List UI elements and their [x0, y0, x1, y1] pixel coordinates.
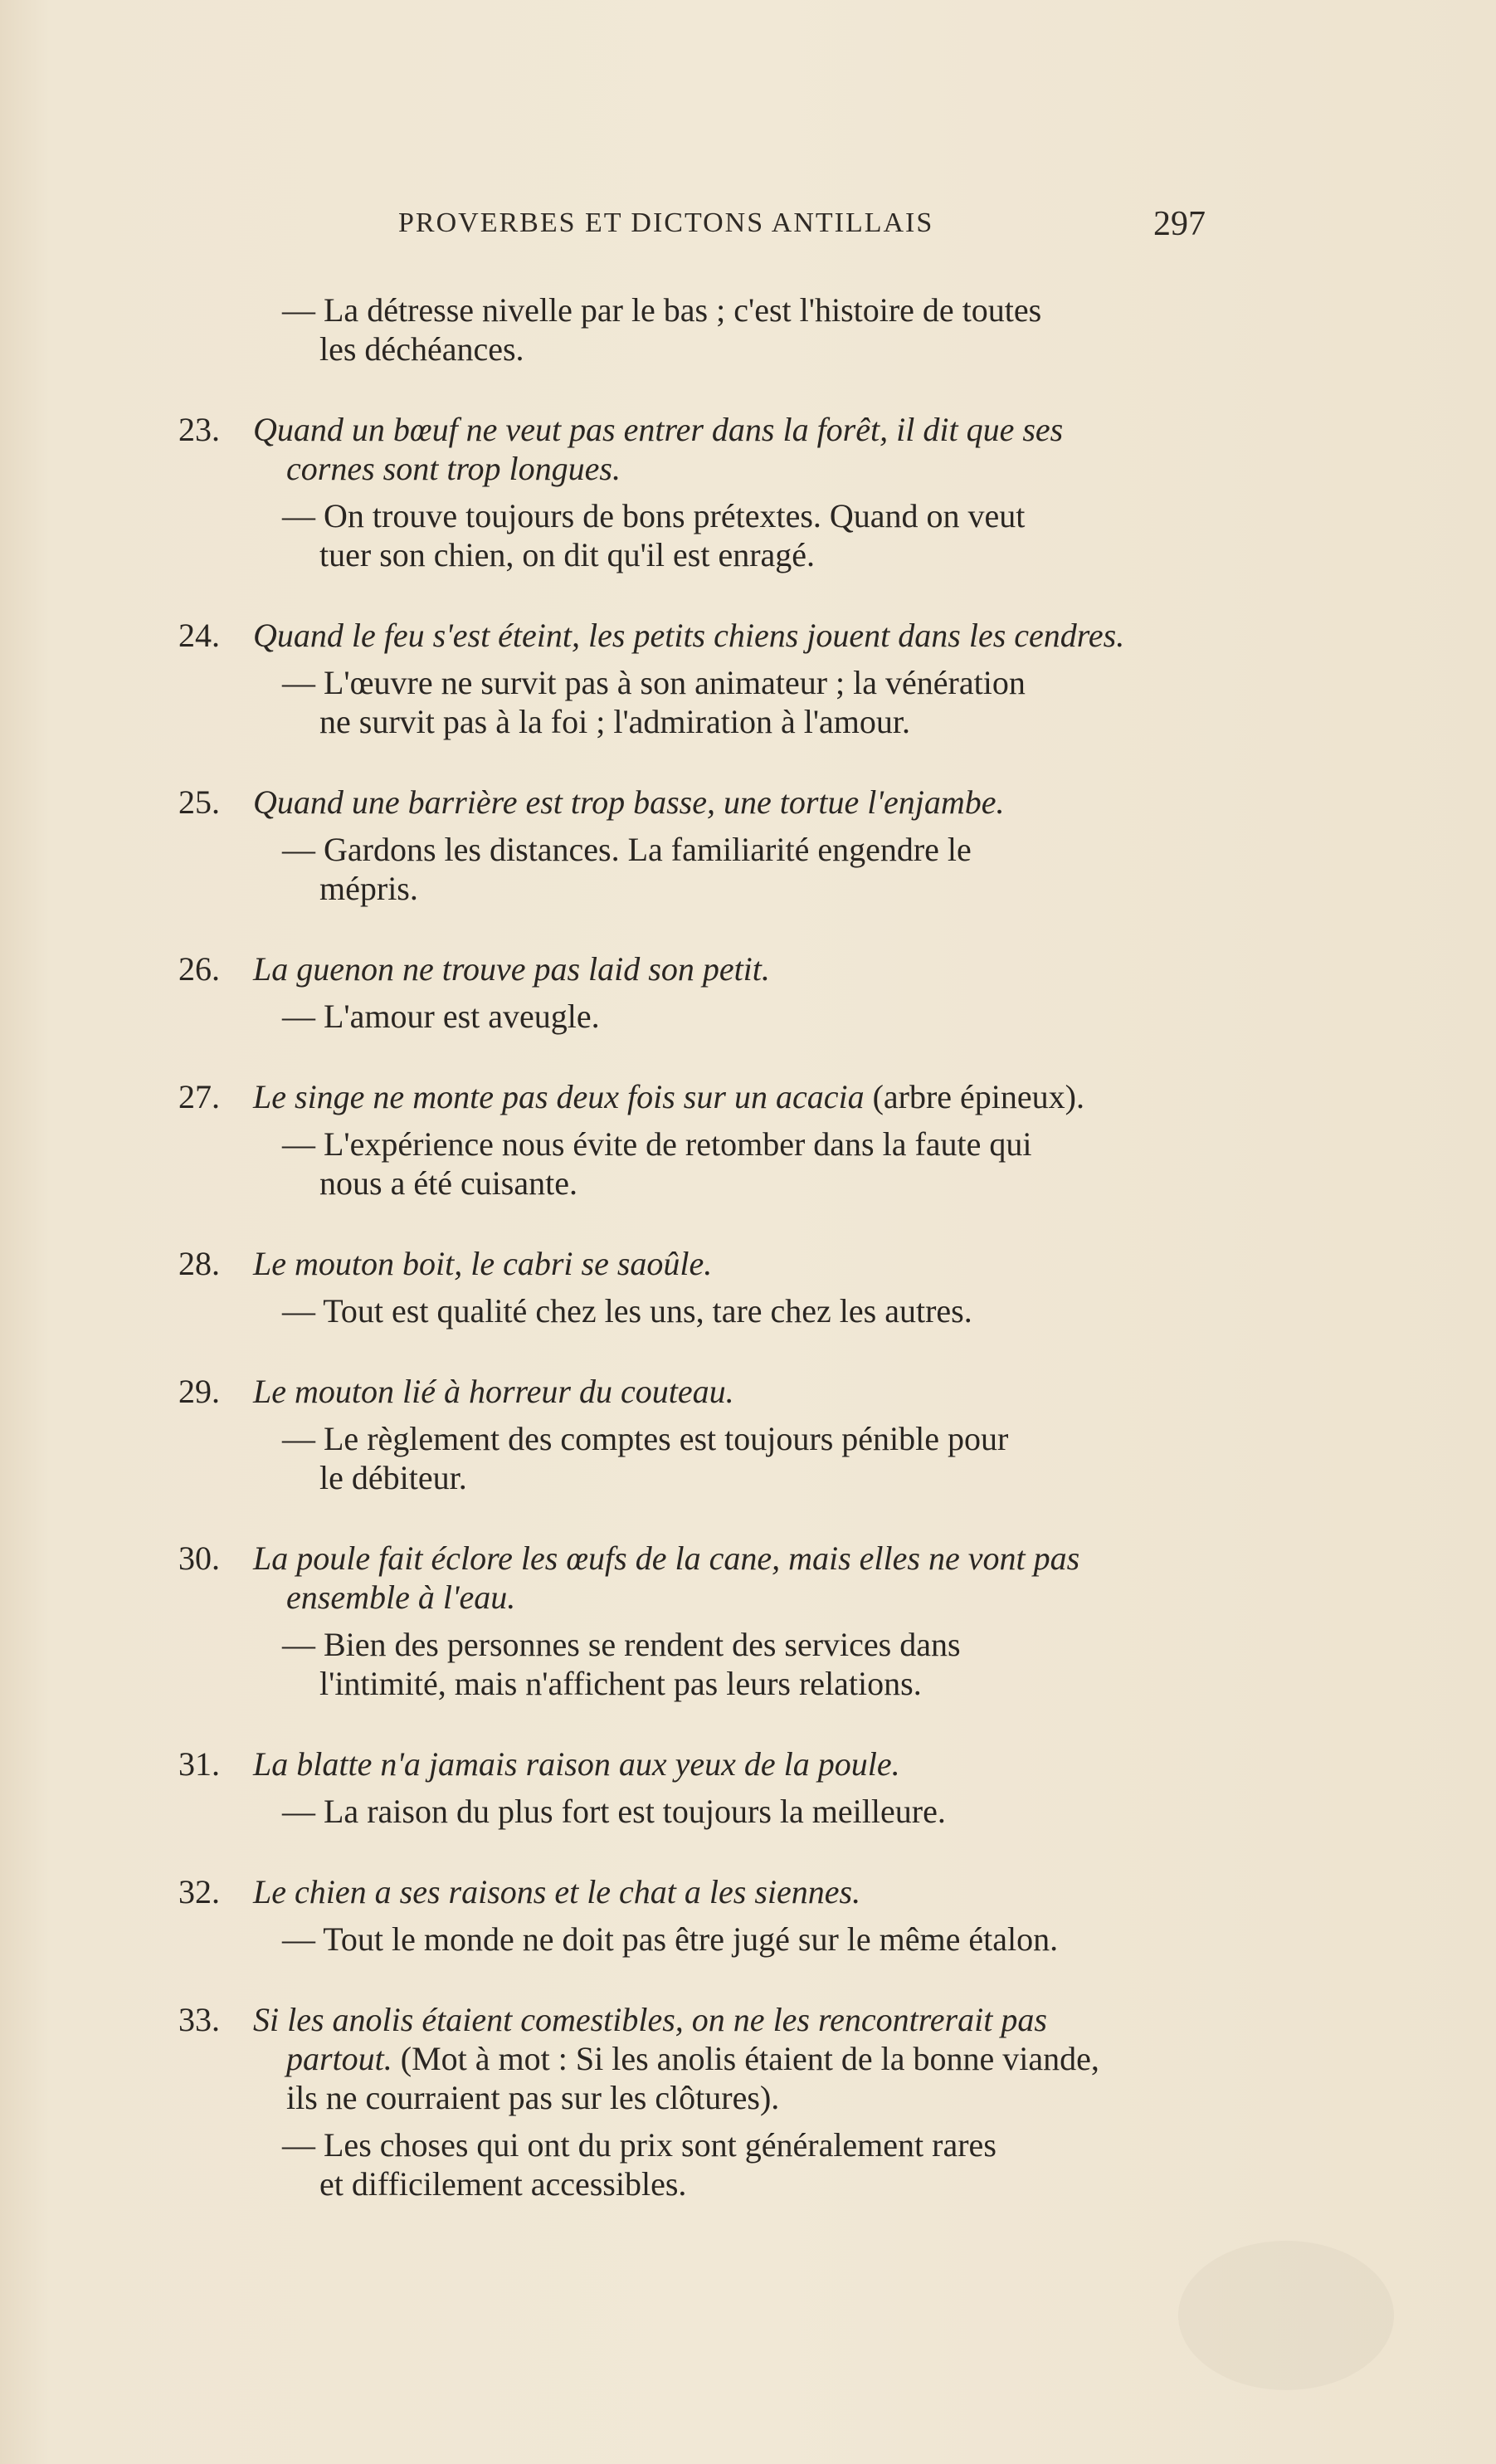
entry-number: 30. [178, 1539, 220, 1577]
proverb-text [253, 1077, 1232, 1116]
proverb-note: (Mot à mot : Si les anolis étaient de la bonne viande, [392, 2040, 1099, 2077]
gloss-line: — Le règlement des comptes est toujours pénible pour [282, 1420, 1009, 1457]
proverb-text [253, 1539, 1232, 1617]
entry-number: 32. [178, 1873, 220, 1910]
proverb-line: La guenon ne trouve pas laid son petit. [253, 950, 770, 988]
gloss-line: — Bien des personnes se rendent des services dans [282, 1626, 961, 1663]
proverb-line: La blatte n'a jamais raison aux yeux de la poule. [253, 1745, 900, 1783]
gloss [282, 1792, 1232, 1831]
gloss-line: nous a été cuisante. [319, 1164, 577, 1202]
proverb-line: Quand une barrière est trop basse, une tortue l'enjambe. [253, 783, 1005, 821]
gloss-line: l'intimité, mais n'affichent pas leurs relations. [319, 1665, 922, 1702]
gloss [282, 997, 1232, 1036]
proverb-text [253, 2000, 1232, 2117]
proverb-line: Le singe ne monte pas deux fois sur un acacia [253, 1078, 865, 1115]
entry-number: 28. [178, 1245, 220, 1282]
proverb-entry [178, 1372, 1232, 1497]
proverb-note: (arbre épineux). [864, 1078, 1084, 1115]
proverb-line: Si les anolis étaient comestibles, on ne les rencontrerait pas [253, 2001, 1047, 2038]
paper-stain [1178, 2241, 1394, 2390]
gloss [282, 1625, 1232, 1703]
gloss-line: tuer son chien, on dit qu'il est enragé. [319, 536, 816, 573]
entry-number: 27. [178, 1078, 220, 1115]
gloss-line: — Gardons les distances. La familiarité engendre le [282, 831, 972, 868]
proverb-entry [178, 616, 1232, 741]
gloss [282, 496, 1232, 574]
entry-number: 26. [178, 950, 220, 988]
proverb-line: Quand le feu s'est éteint, les petits chiens jouent dans les cendres. [253, 617, 1125, 654]
proverb-line: La poule fait éclore les œufs de la cane, mais elles ne vont pas [253, 1539, 1080, 1577]
proverb-text [253, 1372, 1232, 1411]
gloss-line: — On trouve toujours de bons prétextes. Quand on veut [282, 497, 1026, 534]
gloss-line: — Tout est qualité chez les uns, tare chez les autres. [282, 1292, 972, 1330]
running-title: PROVERBES ET DICTONS ANTILLAIS [398, 207, 934, 238]
proverb-line: Quand un bœuf ne veut pas entrer dans la forêt, il dit que ses [253, 411, 1064, 448]
proverb-entry [178, 410, 1232, 574]
proverb-entry [178, 949, 1232, 1036]
gloss [282, 1125, 1232, 1203]
gloss-line: — La raison du plus fort est toujours la meilleure. [282, 1793, 946, 1830]
proverb-text [253, 1872, 1232, 1911]
gloss-line: — L'amour est aveugle. [282, 998, 600, 1035]
proverb-entry [178, 1244, 1232, 1330]
entry-number: 33. [178, 2001, 220, 2038]
proverb-line: Le mouton boit, le cabri se saoûle. [253, 1245, 713, 1282]
proverb-entry [178, 1539, 1232, 1703]
gloss [282, 1291, 1232, 1330]
proverb-text [253, 410, 1232, 488]
proverb-entry [178, 783, 1232, 908]
proverb-line: partout. [286, 2040, 392, 2077]
intro-gloss [282, 290, 1232, 368]
gloss-line: — L'expérience nous évite de retomber dans la faute qui [282, 1125, 1032, 1163]
proverb-entry [178, 1872, 1232, 1959]
entry-number: 25. [178, 783, 220, 821]
gloss-line: — Tout le monde ne doit pas être jugé sur le même étalon. [282, 1920, 1059, 1958]
gloss-line: — L'œuvre ne survit pas à son animateur ; la vénération [282, 664, 1026, 701]
entry-number: 29. [178, 1373, 220, 1410]
gloss [282, 1419, 1232, 1497]
gloss-line: — Les choses qui ont du prix sont généralement rares [282, 2126, 997, 2164]
entry-number: 24. [178, 617, 220, 654]
proverb-text [253, 1744, 1232, 1783]
proverb-line: ensemble à l'eau. [286, 1578, 516, 1616]
proverb-text [253, 783, 1232, 822]
proverb-line: Le chien a ses raisons et le chat a les siennes. [253, 1873, 861, 1910]
gloss [282, 830, 1232, 908]
gloss-line: les déchéances. [319, 330, 524, 368]
gloss-line: ne survit pas à la foi ; l'admiration à l'amour. [319, 703, 911, 740]
proverb-line: Le mouton lié à horreur du couteau. [253, 1373, 734, 1410]
gloss-line: et difficilement accessibles. [319, 2165, 687, 2203]
entry-number: 23. [178, 411, 220, 448]
proverb-line: cornes sont trop longues. [286, 450, 621, 487]
gloss [282, 1920, 1232, 1959]
gloss [282, 663, 1232, 741]
entry-number: 31. [178, 1745, 220, 1783]
proverb-entry [178, 1744, 1232, 1831]
page-body [178, 290, 1232, 2203]
gloss-line: le débiteur. [319, 1459, 467, 1496]
gloss-line: mépris. [319, 870, 418, 907]
proverb-entry [178, 2000, 1232, 2203]
proverb-text [253, 949, 1232, 988]
proverb-text [253, 1244, 1232, 1283]
gloss-line: — La détresse nivelle par le bas ; c'est l'histoire de toutes [282, 291, 1042, 329]
proverb-entry [178, 1077, 1232, 1203]
proverb-text [253, 616, 1232, 655]
proverb-note: ils ne courraient pas sur les clôtures). [286, 2079, 780, 2116]
gloss [282, 2125, 1232, 2203]
page-number: 297 [1153, 205, 1206, 243]
